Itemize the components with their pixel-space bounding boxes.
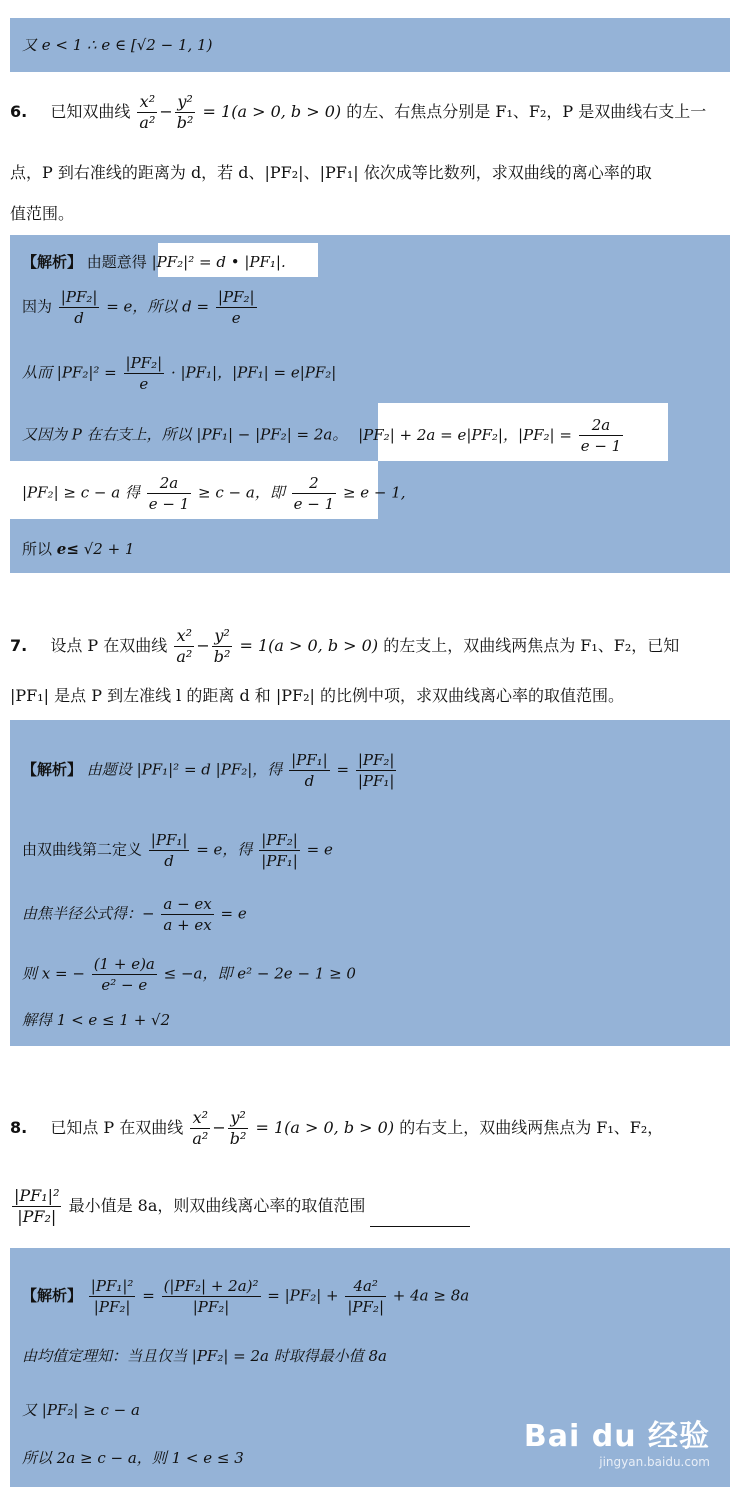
solution-8-line3: 又 |PF₂| ≥ c − a <box>22 1401 140 1419</box>
solution-7-box <box>10 720 730 1046</box>
fraction: $\frac{\text{|PF₁|}}{d}$ <box>291 751 328 790</box>
top-solution-box <box>10 18 730 72</box>
solution-text: 由题意得 <box>86 253 147 271</box>
question-7-line1: 7. 设点 P 在双曲线 $\frac{\text{x²}}{\text{a²}}$ − $\frac{\text{y²}}{\text{b²}}$ = 1(a > 0, b > 0) 的左支上，双曲线两焦点为 F₁、F₂，已知 <box>10 626 680 666</box>
equation-tail: = 1(a > 0, b > 0) <box>239 636 379 655</box>
question-number: 7. <box>10 636 28 655</box>
solution-6-line4 <box>22 415 625 456</box>
solution-math: + 4a ≥ 8a <box>392 1286 470 1305</box>
solution-math: = e <box>306 840 333 859</box>
solution-math: ≥ e − 1, <box>342 483 406 502</box>
fraction: $\frac{\text{|PF₁|²}}{\text{|PF₂|}}$ <box>90 1277 134 1316</box>
hyperbola-fraction-y: $\frac{\text{y²}}{\text{b²}}$ <box>176 92 194 132</box>
equation-tail: = 1(a > 0, b > 0) <box>255 1118 395 1137</box>
fraction: $\frac{\text{|PF₂|}}{e}$ <box>217 288 255 327</box>
solution-6-box <box>10 235 730 573</box>
solution-6-line6 <box>22 539 134 559</box>
question-text: 的左、右焦点分别是 F₁、F₂，P 是双曲线右支上一 <box>346 102 707 121</box>
solution-math: = e，得 <box>196 840 253 859</box>
question-8-line2 <box>10 1186 470 1227</box>
solution-math: |PF₂|² = d • |PF₁|. <box>151 253 286 271</box>
question-text: 已知双曲线 <box>50 102 131 121</box>
solution-tag: 【解析】 <box>22 253 83 271</box>
fraction: $\frac{\text{(|PF₂| + 2a)²}}{\text{|PF₂|}}$ <box>163 1277 259 1316</box>
solution-text: 所以 <box>22 540 53 558</box>
solution-text: 由双曲线第二定义 <box>22 840 143 859</box>
question-text: 的左支上，双曲线两焦点为 F₁、F₂，已知 <box>383 636 680 655</box>
question-text: 已知点 P 在双曲线 <box>50 1118 184 1137</box>
solution-7-line5: 解得 1 < e ≤ 1 + √2 <box>22 1011 171 1029</box>
solution-7-line4 <box>22 954 356 995</box>
question-6-line2: 点，P 到右准线的距离为 d，若 d、|PF₂|、|PF₁| 依次成等比数列，求双曲线的离心率的取 <box>10 163 652 182</box>
hyperbola-fraction-x: $\frac{\text{x²}}{\text{a²}}$ <box>176 626 193 666</box>
solution-tag: 【解析】 <box>22 1286 83 1305</box>
fraction: $\frac{\text{|PF₂|}}{\text{|PF₁|}}$ <box>261 831 298 870</box>
solution-math: = e <box>220 904 247 923</box>
solution-math: = <box>336 760 350 779</box>
solution-math: 则 x = − <box>22 964 85 983</box>
fraction: $\frac{\text{4a²}}{\text{|PF₂|}}$ <box>347 1277 384 1316</box>
top-solution-line: 又 e < 1 ∴ e ∈ [√2 − 1, 1) <box>22 36 213 54</box>
solution-math: = <box>142 1286 155 1305</box>
fraction: $\frac{a - ex}{a + ex}$ <box>163 895 212 934</box>
solution-7-line2 <box>22 830 333 871</box>
fraction: $\frac{2}{e - 1}$ <box>293 474 335 513</box>
solution-7-line3 <box>22 894 247 935</box>
question-8-line1: 8. 已知点 P 在双曲线 $\frac{\text{x²}}{\text{a²}}$ − $\frac{\text{y²}}{\text{b²}}$ = 1(a > 0, b > 0) 的右支上，双曲线两焦点为 F₁、F₂， <box>10 1108 664 1148</box>
solution-8-line4: 所以 2a ≥ c − a，则 1 < e ≤ 3 <box>22 1449 244 1467</box>
solution-math: |PF₂| + 2a = e|PF₂|，|PF₂| = <box>358 425 572 444</box>
solution-math: √2 + 1 <box>83 540 135 558</box>
solution-6-line2 <box>22 287 259 328</box>
baidu-watermark <box>524 1411 710 1469</box>
solution-tag: 【解析】 <box>22 760 83 779</box>
solution-8-line2: 由均值定理知：当且仅当 |PF₂| = 2a 时取得最小值 8a <box>22 1347 388 1365</box>
solution-math: |PF₂| ≥ c − a 得 <box>22 483 140 502</box>
solution-8-box <box>10 1248 730 1487</box>
answer-blank <box>370 1212 470 1227</box>
solution-7-line1 <box>22 750 398 791</box>
solution-math: = e，所以 d = <box>106 297 210 316</box>
question-6-line3: 值范围。 <box>10 204 75 223</box>
question-number: 6. <box>10 102 28 121</box>
hyperbola-fraction-y: $\frac{\text{y²}}{\text{b²}}$ <box>229 1108 247 1148</box>
solution-6-line5 <box>22 473 406 514</box>
solution-math: 从而 |PF₂|² = <box>22 363 117 382</box>
equation-tail: = 1(a > 0, b > 0) <box>202 102 342 121</box>
fraction: $\frac{\text{|PF₁|}}{d}$ <box>150 831 188 870</box>
question-number: 8. <box>10 1118 28 1137</box>
solution-math: 由题设 |PF₁|² = d |PF₂|，得 <box>86 760 283 779</box>
solution-math: ≥ c − a，即 <box>198 483 285 502</box>
fraction: $\frac{\text{|PF₂|}}{\text{|PF₁|}}$ <box>357 751 395 790</box>
baidu-logo: Bai du 经验 <box>523 1419 710 1454</box>
fraction: $\frac{2a}{e - 1}$ <box>148 474 190 513</box>
hyperbola-fraction-y: $\frac{\text{y²}}{\text{b²}}$ <box>213 626 231 666</box>
solution-text: 因为 <box>22 297 53 316</box>
fraction: $\frac{2a}{e - 1}$ <box>580 416 622 455</box>
solution-math: · |PF₁|，|PF₁| = e|PF₂| <box>170 363 337 382</box>
solution-math: 由焦半径公式得：− <box>22 904 155 923</box>
fraction: $\frac{\text{|PF₁|²}}{\text{|PF₂|}}$ <box>14 1186 60 1226</box>
solution-6-line3 <box>22 353 336 394</box>
hyperbola-fraction-x: $\frac{\text{x²}}{\text{a²}}$ <box>192 1108 209 1148</box>
question-6-line1: 6. 已知双曲线 $\frac{\text{x²}}{\text{a²}}$ − $\frac{\text{y²}}{\text{b²}}$ = 1(a > 0, b > 0) 的左、右焦点分别是 F₁、F₂，P 是双曲线右支上一 <box>10 92 707 132</box>
watermark-url: jingyan.baidu.com <box>599 1455 710 1469</box>
question-7-line2: |PF₁| 是点 P 到左准线 l 的距离 d 和 |PF₂| 的比例中项，求双曲线离心率的取值范围。 <box>10 686 625 705</box>
fraction: $\frac{(1 + e)a}{\text{e² − e}}$ <box>93 955 155 994</box>
question-text: 最小值是 8a，则双曲线离心率的取值范围 <box>68 1196 366 1215</box>
solution-math: ≤ −a，即 e² − 2e − 1 ≥ 0 <box>163 964 356 983</box>
hyperbola-fraction-x: $\frac{\text{x²}}{\text{a²}}$ <box>139 92 156 132</box>
question-text: 设点 P 在双曲线 <box>50 636 168 655</box>
solution-math: e≤ <box>56 540 79 558</box>
solution-6-line1 <box>22 252 286 272</box>
solution-math: 又因为 P 在右支上，所以 |PF₁| − |PF₂| = 2a。 <box>22 425 348 444</box>
solution-8-line1 <box>22 1276 469 1317</box>
question-text: 的右支上，双曲线两焦点为 F₁、F₂， <box>399 1118 664 1137</box>
fraction: $\frac{\text{|PF₂|}}{d}$ <box>60 288 98 327</box>
fraction: $\frac{\text{|PF₂|}}{e}$ <box>125 354 163 393</box>
solution-math: = |PF₂| + <box>267 1286 339 1305</box>
